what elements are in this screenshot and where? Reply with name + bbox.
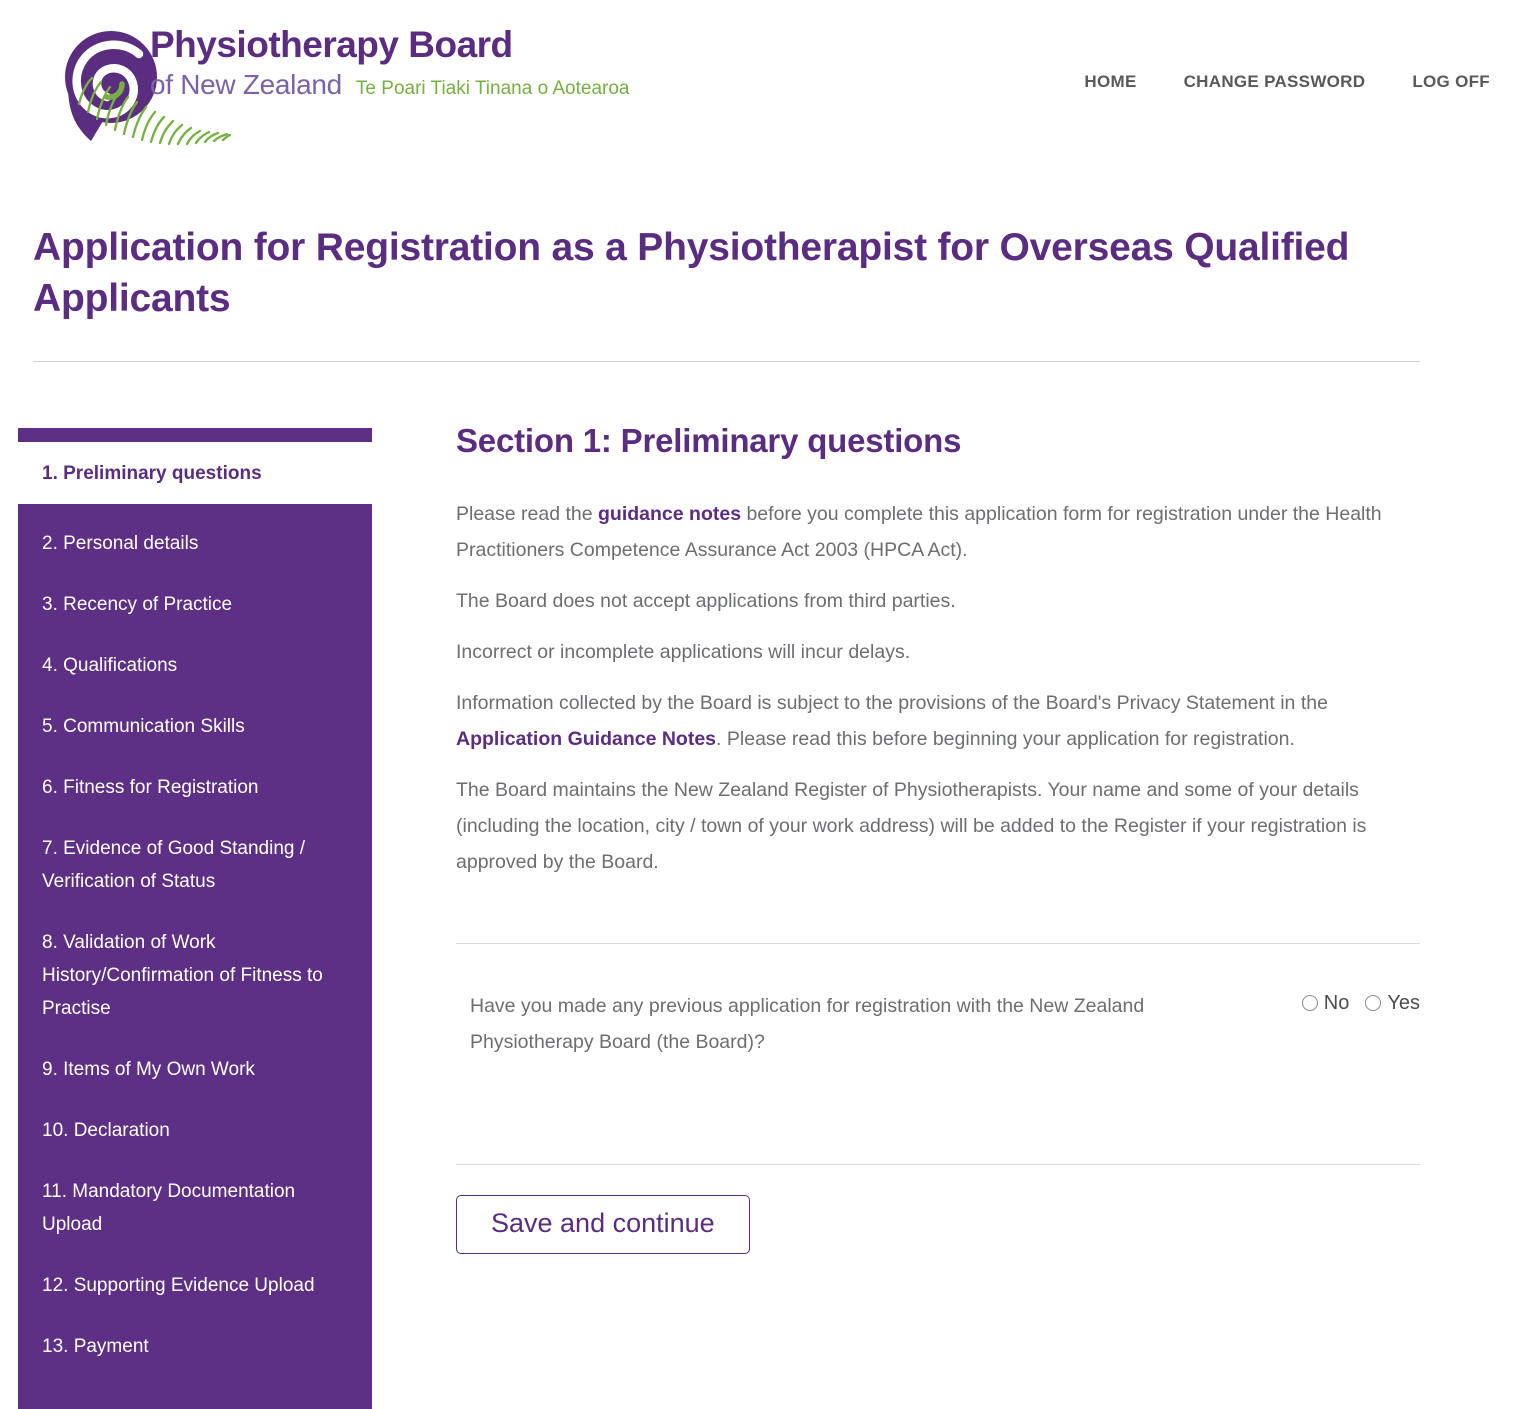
no-radio-label[interactable]: No bbox=[1323, 991, 1350, 1014]
header bbox=[0, 0, 1524, 200]
question-label: Have you made any previous application for registration with the New Zealand Physiotherapy Board (the Board)? bbox=[470, 994, 1145, 1053]
sidebar-item-preliminary-questions[interactable]: 1. Preliminary questions bbox=[18, 442, 372, 504]
p1-pre: Please read the bbox=[456, 502, 599, 525]
sidebar-item-declaration[interactable]: 10. Declaration bbox=[42, 1119, 170, 1141]
sidebar-top-strip bbox=[18, 428, 372, 442]
nav-change-password-link[interactable]: CHANGE PASSWORD bbox=[1183, 72, 1366, 91]
yes-radio-label[interactable]: Yes bbox=[1387, 991, 1420, 1014]
sidebar-item-fitness-for-registration[interactable]: 6. Fitness for Registration bbox=[42, 776, 259, 798]
intro-paragraph-1 bbox=[456, 496, 1420, 568]
intro-paragraph-3: Incorrect or incomplete applications will incur delays. bbox=[456, 640, 911, 663]
nav-home-link[interactable]: HOME bbox=[1084, 72, 1137, 91]
yes-radio[interactable] bbox=[1365, 995, 1381, 1011]
section-heading: Section 1: Preliminary questions bbox=[456, 421, 962, 459]
intro-paragraph-5: The Board maintains the New Zealand Register of Physiotherapists. Your name and some of your details (including the location, city / town of your work address) will be added to the Register if your registration is approved by the Board. bbox=[456, 778, 1367, 873]
previous-application-radio-group bbox=[1302, 988, 1420, 1015]
top-nav bbox=[1084, 72, 1490, 92]
sidebar-item-payment[interactable]: 13. Payment bbox=[42, 1335, 149, 1357]
sidebar-item-recency-of-practice[interactable]: 3. Recency of Practice bbox=[42, 593, 233, 615]
sidebar-menu bbox=[18, 504, 372, 1409]
p1-post: before you complete this application form for registration under the Health Practitioners Competence Assurance Act 2003 (HPCA Act). bbox=[456, 502, 1382, 561]
main-panel bbox=[456, 421, 1420, 1254]
save-block bbox=[456, 1164, 1420, 1254]
no-radio[interactable] bbox=[1302, 995, 1318, 1011]
sidebar-item-mandatory-documentation-upload[interactable]: 11. Mandatory Documentation Upload bbox=[42, 1180, 296, 1235]
application-guidance-notes-link[interactable]: Application Guidance Notes bbox=[456, 727, 717, 750]
brand-text bbox=[150, 14, 629, 101]
brand-name: Physiotherapy Board bbox=[150, 24, 513, 65]
radio-option-yes[interactable] bbox=[1365, 992, 1420, 1015]
intro-paragraph-2: The Board does not accept applications from third parties. bbox=[456, 589, 956, 612]
sidebar-item-items-of-my-own-work[interactable]: 9. Items of My Own Work bbox=[42, 1058, 255, 1080]
previous-application-question bbox=[456, 943, 1420, 1164]
intro-paragraph-4 bbox=[456, 685, 1420, 757]
brand-subname: of New Zealand bbox=[150, 68, 342, 100]
page-title: Application for Registration as a Physiotherapist for Overseas Qualified Applicants bbox=[33, 226, 1350, 321]
sidebar-item-communication-skills[interactable]: 5. Communication Skills bbox=[42, 715, 245, 737]
brand-logo[interactable] bbox=[35, 14, 629, 154]
p4-pre: Information collected by the Board is subject to the provisions of the Board's Privacy Statement in the bbox=[456, 691, 1328, 714]
brand-tagline: Te Poari Tiaki Tinana o Aotearoa bbox=[355, 77, 630, 99]
sidebar-item-supporting-evidence-upload[interactable]: 12. Supporting Evidence Upload bbox=[42, 1274, 315, 1296]
radio-option-no[interactable] bbox=[1302, 992, 1350, 1015]
nav-log-off-link[interactable]: LOG OFF bbox=[1412, 72, 1490, 91]
save-and-continue-button[interactable]: Save and continue bbox=[456, 1195, 750, 1254]
content bbox=[18, 421, 1420, 1409]
guidance-notes-link[interactable]: guidance notes bbox=[598, 502, 742, 525]
title-divider bbox=[33, 361, 1420, 362]
sidebar-item-personal-details[interactable]: 2. Personal details bbox=[42, 532, 199, 554]
sidebar-item-evidence-of-good-standing[interactable]: 7. Evidence of Good Standing / Verification of Status bbox=[42, 837, 306, 892]
sidebar bbox=[18, 428, 372, 1409]
p4-post: . Please read this before beginning your application for registration. bbox=[716, 727, 1295, 750]
sidebar-item-qualifications[interactable]: 4. Qualifications bbox=[42, 654, 178, 676]
sidebar-item-validation-of-work-history[interactable]: 8. Validation of Work History/Confirmation of Fitness to Practise bbox=[42, 931, 323, 1019]
